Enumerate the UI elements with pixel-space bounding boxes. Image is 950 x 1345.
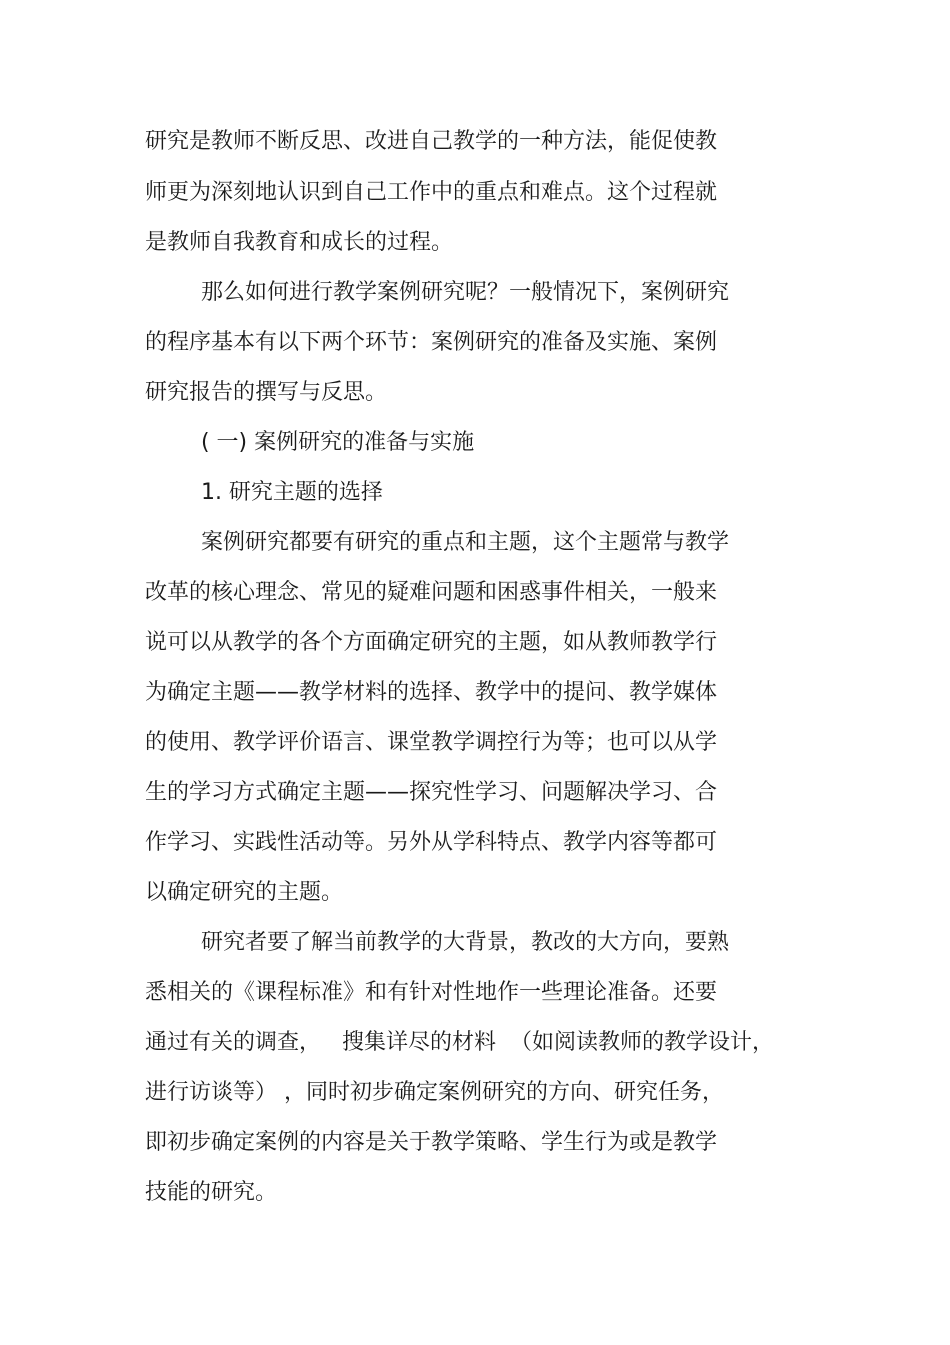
- text-line: 为确定主题——教学材料的选择、教学中的提问、教学媒体: [145, 680, 718, 705]
- text-line: 进行访谈等） ，同时初步确定案例研究的方向、研究任务，: [145, 1080, 724, 1105]
- text-line: 研究报告的撰写与反思。: [145, 380, 388, 405]
- text-line: 的使用、教学评价语言、课堂教学调控行为等；也可以从学: [145, 730, 718, 755]
- text-line: 研究是教师不断反思、改进自己教学的一种方法，能促使教: [145, 129, 718, 154]
- text-line: 以确定研究的主题。: [145, 880, 344, 905]
- text-line: 作学习、实践性活动等。另外从学科特点、教学内容等都可: [145, 830, 718, 855]
- text-line: 悉相关的《课程标准》和有针对性地作一些理论准备。还要: [145, 980, 718, 1005]
- text-line: 那么如何进行教学案例研究呢？一般情况下，案例研究: [145, 280, 729, 305]
- text-line: 通过有关的调查， 搜集详尽的材料 （如阅读教师的教学设计，: [145, 1030, 774, 1055]
- text-line: 技能的研究。: [145, 1180, 278, 1205]
- subsection-heading: 1. 研究主题的选择: [145, 480, 383, 505]
- text-line: 生的学习方式确定主题——探究性学习、问题解决学习、合: [145, 780, 718, 805]
- text-line: 即初步确定案例的内容是关于教学策略、学生行为或是教学: [145, 1130, 718, 1155]
- section-heading: ( 一) 案例研究的准备与实施: [145, 430, 475, 455]
- text-line: 师更为深刻地认识到自己工作中的重点和难点。这个过程就: [145, 180, 718, 205]
- text-line: 的程序基本有以下两个环节：案例研究的准备及实施、案例: [145, 330, 718, 355]
- text-line: 案例研究都要有研究的重点和主题，这个主题常与教学: [145, 530, 729, 555]
- text-line: 改革的核心理念、常见的疑难问题和困惑事件相关，一般来: [145, 580, 718, 605]
- text-line: 研究者要了解当前教学的大背景，教改的大方向，要熟: [145, 930, 729, 955]
- text-line: 说可以从教学的各个方面确定研究的主题，如从教师教学行: [145, 630, 718, 655]
- text-line: 是教师自我教育和成长的过程。: [145, 230, 454, 255]
